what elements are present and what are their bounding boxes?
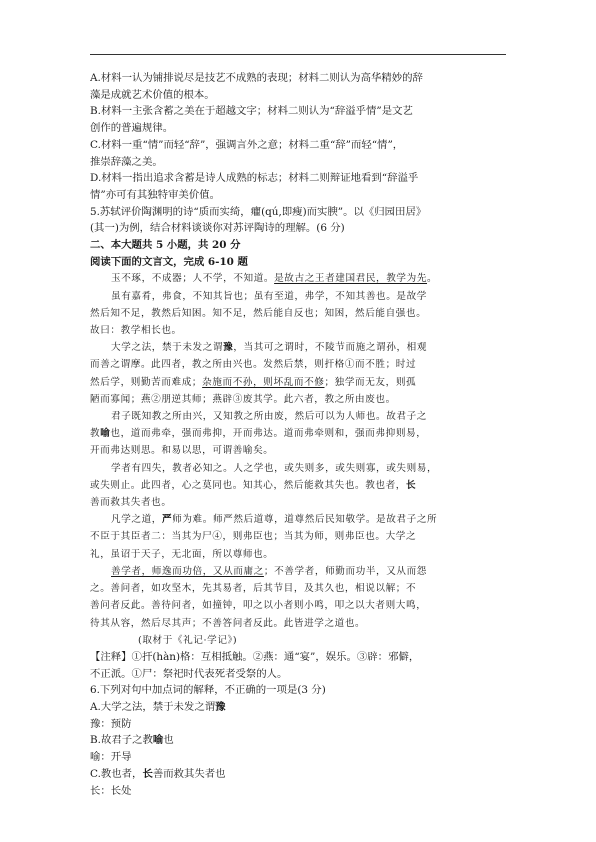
option-a bbox=[90, 70, 506, 103]
q6-option-a-gloss: 豫：预防 bbox=[90, 717, 132, 730]
p1-period: 。 bbox=[427, 273, 438, 285]
option-b bbox=[90, 103, 506, 136]
p1-line-4: 故曰：教学相长也。 bbox=[90, 325, 182, 337]
question-5-line-2: (其一)为例，结合材料谈谈你对苏评陶诗的理解。(6 分) bbox=[90, 222, 345, 235]
passage-paragraph-3 bbox=[90, 408, 506, 460]
option-d bbox=[90, 170, 506, 203]
option-c bbox=[90, 137, 506, 170]
p5-dotted-word: 严 bbox=[161, 514, 173, 526]
p1-sentence-1: 玉不琢，不成器；人不学，不知道。 bbox=[111, 273, 275, 285]
p3-line-1: 君子既知教之所由兴，又知教之所由废，然后可以为人师也。故君子之 bbox=[111, 411, 428, 423]
p6-line-2: 之。善问者，如攻坚木，先其易者，后其节目，及其久也，相说以解；不 bbox=[90, 583, 417, 595]
p4-line-1: 学者有四失，教者必知之。人之学也，或失则多，或失则寡，或失则易， bbox=[111, 462, 438, 474]
option-c-line-2: 推崇辞藻之美。 bbox=[90, 155, 163, 168]
p3-dotted-word: 喻 bbox=[100, 428, 111, 440]
q6-option-c-word: 长 bbox=[142, 767, 153, 780]
q6-option-c-tail: 善而救其失者也 bbox=[152, 767, 226, 780]
q6-option-c: C.教也者， bbox=[90, 767, 143, 780]
document-body bbox=[90, 70, 506, 799]
p4-line-2: 或失则止。此四者，心之莫同也。知其心，然后能救其失也。教也者， bbox=[90, 479, 407, 491]
p1-underlined-sentence: 是故古之王者建国君民，教学为先 bbox=[274, 273, 428, 285]
p2-underlined-sentence: 杂施而不孙，则坏乱而不修 bbox=[202, 376, 325, 388]
p6-underlined-sentence: 善学者，师逸而功倍，又从而庸之 bbox=[111, 565, 264, 577]
passage-paragraph-5 bbox=[90, 511, 506, 563]
p2-line-3c: ；独学而无友，则孤 bbox=[324, 376, 417, 388]
q6-option-a-word: 豫 bbox=[215, 701, 226, 714]
p2-line-2: 而善之谓摩。此四者，教之所由兴也。发然后禁，则扞格①而不胜；时过 bbox=[90, 359, 417, 371]
p1-line-2: 虽有嘉肴，弗食，不知其旨也；虽有至道，弗学，不知其善也。是故学 bbox=[111, 290, 428, 302]
p3-line-2b: 也，道而弗牵，强而弗抑，开而弗达。道而弗牵则和，强而弗抑则易， bbox=[110, 428, 427, 440]
annotation-line-1: 【注释】①扞(hàn)格：互相抵触。②燕：通“宴”，娱乐。③辟：邪僻， bbox=[90, 650, 420, 663]
option-c-line-1: C.材料一重“情”而轻“辞”，强调言外之意；材料二重“辞”而轻“情”， bbox=[90, 138, 404, 151]
p4-line-3: 善而救其失者也。 bbox=[90, 497, 172, 509]
section-title: 二、本大题共 5 小题，共 20 分 bbox=[90, 239, 241, 252]
p6-line-3: 善问者反此。善待问者，如撞钟，叩之以小者则小鸣，叩之以大者则大鸣， bbox=[90, 600, 427, 612]
q6-option-a: A.大学之法，禁于未发之谓 bbox=[90, 701, 216, 714]
p5-line-1b: 师为难。师严然后道尊，道尊然后民知敬学。是故君子之所 bbox=[172, 514, 438, 526]
p5-line-2: 不臣于其臣者二：当其为尸④，则弗臣也；当其为师，则弗臣也。大学之 bbox=[90, 531, 417, 543]
passage-paragraph-6 bbox=[90, 563, 506, 632]
option-a-line-2: 藻是成就艺术价值的根本。 bbox=[90, 88, 215, 101]
q6-option-b-word: 喻 bbox=[152, 734, 164, 747]
question-6 bbox=[90, 682, 506, 799]
p5-line-3: 礼，虽诏于天子，无北面，所以尊师也。 bbox=[90, 548, 274, 560]
p2-dotted-word: 豫 bbox=[223, 342, 234, 354]
header-rule bbox=[90, 54, 506, 55]
p4-dotted-word: 长 bbox=[406, 479, 417, 491]
p2-line-1a: 大学之法，禁于未发之谓 bbox=[111, 342, 224, 354]
q6-option-b: B.故君子之教 bbox=[90, 734, 153, 747]
passage-paragraph-4 bbox=[90, 460, 506, 512]
annotation-line-2: 不正派。①尸：祭祀时代表死者受祭的人。 bbox=[90, 667, 288, 680]
reading-instruction: 阅读下面的文言文，完成 6-10 题 bbox=[90, 255, 248, 268]
p3-line-3: 开而弗达则思。和易以思，可谓善喻矣。 bbox=[90, 445, 274, 457]
annotations bbox=[90, 649, 506, 682]
p6-line-4: 待其从容，然后尽其声；不善答问者反此。此皆进学之道也。 bbox=[90, 617, 366, 629]
option-d-line-2: 情”亦可有其独特审美价值。 bbox=[90, 188, 220, 201]
p3-line-2a: 教 bbox=[90, 428, 101, 440]
q6-option-b-gloss: 喻：开导 bbox=[90, 751, 132, 764]
question-5-line-1: 5.苏轼评价陶渊明的诗“质而实绮，癯(qú,即瘦)而实腴”。以《归园田居》 bbox=[90, 205, 427, 218]
passage-paragraph-1 bbox=[90, 270, 506, 339]
option-b-line-2: 创作的普遍规律。 bbox=[90, 122, 174, 135]
p2-line-1b: ，当其可之谓时，不陵节而施之谓孙，相观 bbox=[233, 342, 428, 354]
p2-line-4: 陋而寡闻；燕②朋逆其师；燕辟③废其学。此六者，教之所由废也。 bbox=[90, 393, 396, 405]
p5-line-1a: 凡学之道， bbox=[111, 514, 162, 526]
question-6-stem: 6.下列对句中加点词的解释，不正确的一项是(3 分) bbox=[90, 684, 326, 697]
q6-option-c-gloss: 长：长处 bbox=[90, 784, 132, 797]
p2-line-3a: 然后学，则勤苦而难成； bbox=[90, 376, 203, 388]
option-d-line-1: D.材料一指出追求含蓄是诗人成熟的标志；材料二则辩证地看到“辞溢乎 bbox=[90, 172, 419, 185]
question-5 bbox=[90, 204, 506, 237]
option-a-line-1: A.材料一认为铺排说尽是技艺不成熟的表现；材料二则认为高华精妙的辞 bbox=[90, 72, 423, 84]
p6-line-1b: ；不善学者，师勤而功半，又从而怨 bbox=[263, 565, 428, 577]
p1-line-3: 然后知不足，教然后知困。知不足，然后能自反也；知困，然后能自强也。 bbox=[90, 307, 427, 319]
passage-paragraph-2 bbox=[90, 339, 506, 408]
passage-source: (取材于《礼记·学记》) bbox=[138, 634, 238, 646]
q6-option-b-tail: 也 bbox=[163, 734, 174, 747]
option-b-line-1: B.材料一主张含蓄之美在于超越文字；材料二则认为“辞溢乎情”是文艺 bbox=[90, 105, 413, 118]
